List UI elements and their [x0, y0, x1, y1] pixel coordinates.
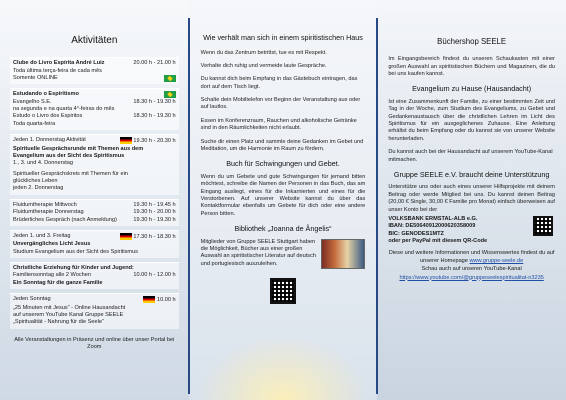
support-title: Gruppe SEELE e.V. braucht deine Unterstützung	[393, 169, 550, 179]
germany-flag-icon	[143, 296, 155, 303]
germany-flag-icon	[120, 137, 132, 144]
library-title: Bibliothek „Joanna de Ângelis“	[234, 224, 332, 233]
homepage-info: Diese und weitere Informationen und Wissenswertes findest du auf unserer Homepage	[388, 250, 555, 264]
homepage-link[interactable]: www.gruppe-seele.de	[469, 257, 524, 264]
paypal-note: oder per PayPal mit diesem QR-Code	[388, 238, 488, 245]
library-text: Mitglieder von Gruppe SEELE Stuttgart haben die Möglichkeit, Bücher aus einer großen Auswahl an spiritistischer Literatur auf deutsch und portugiesisch auszuleihen.	[200, 238, 317, 267]
conduct-rule: Wenn du das Zentrum betrittst, tue es mit Respekt.	[200, 49, 327, 56]
activities-title: Aktivitäten	[71, 35, 118, 46]
activities-column	[0, 0, 189, 400]
conduct-rule: Schalte dein Mobiltelefon vor Beginn der Veranstaltung aus oder auf lautlos.	[200, 97, 361, 111]
fold-divider	[376, 18, 378, 394]
prayer-book-title: Buch für Schwingungen und Gebet.	[226, 159, 340, 169]
bookshop-text: Im Eingangsbereich findest du unseren Schaukasten mit einer großen Auswahl an spiritistischen Büchern und Magazinen, die du bei uns kaufen kannst.	[388, 56, 555, 78]
conduct-rule: Verhalte dich ruhig und vermeide laute Gespräche.	[200, 62, 327, 69]
sunrise-decoration	[189, 330, 377, 400]
bank-name: VOLKSBANK ERMSTAL-ALB e.G.	[388, 215, 478, 222]
info-column	[377, 0, 566, 400]
activity-friday: Jeden 1. und 3. Freitag 17.30 h - 18.30 h Unvergängliches Licht Jesus Studium Evangelium aus der Sicht des Spiritismus	[10, 230, 179, 258]
iban: IBAN: DE50640912000620358009	[388, 223, 476, 230]
paypal-qr-code-icon[interactable]	[533, 216, 553, 236]
youtube-link[interactable]: https://www.youtube.com/@gruppeseelespiritualitat-n3235	[399, 274, 544, 281]
conduct-rule: Essen im Konferenzraum, Rauchen und alkoholische Getränke sind in den Räumlichkeiten nicht erlaubt.	[200, 117, 357, 132]
conduct-column	[189, 0, 378, 400]
qr-code-icon[interactable]	[270, 278, 296, 304]
bookshop-title: Büchershop SEELE	[437, 37, 507, 46]
conduct-rule: Du kannst dich beim Empfang in das Gästebuch eintragen, das dort auf dem Tisch liegt.	[200, 76, 358, 90]
prayer-book-text: Wenn du um Gebete und gute Schwingungen für jemand bitten möchtest, schreibe die Namen der Personen in das Buch, das am Eingang ausliegt, eines für die Inkarnierten und eines für die Verstorbenen. Auf unserer Website kannst du über das Kontaktformular ebenfalls um Gebete für dich oder eine andere Person bitten.	[200, 173, 366, 217]
youtube-info: Schau auch auf unseren YouTube-Kanal	[421, 266, 522, 273]
bic: BIC: GENODES1MTZ	[388, 230, 444, 237]
activity-sunday: Jeden Sonntag 10.00 h „25 Minuten mit Jesus“ - Online Hausandacht auf unserem YouTube Kanal Gruppe SEELE „Spiritualität - Nahrung für die Seele“	[10, 293, 179, 328]
activity-fluid-therapy: Fluidumtherapie Mittwoch 19.30 h - 19.45 h Fluidumtherapie Donnerstag 19.30 h - 20.00 h Brüderliches Gespräch (nach Anmeldung) 19.30 h - 19.30 h	[10, 199, 179, 226]
gospel-title: Evangelium zu Hause (Hausandacht)	[412, 84, 532, 94]
support-text: Unterstütze uns oder auch eines unserer Hilfsprojekte mit deinem Beitrag oder werde Mitglied bei uns. Du kannst deinen Beitrag (20,00 € Single, 30,00 € Familie pro Monat) einfach überweisen auf unser Konto bei der	[388, 184, 555, 213]
fold-divider	[188, 18, 190, 394]
activity-studying-spiritism: Estudando o Espiritismo Evangelho S.E. 18.30 h - 19.30 h na segunda e na quarta 4°-feiras do mês Estudo o Livro dos Espiritos 18.30 h - 19.30 h Toda quarta-feira	[10, 88, 179, 130]
gospel-text-2: Du kannst auch bei der Hausandacht auf unserem YouTube-Kanal mitmachen.	[388, 149, 553, 163]
activity-thursday: Jeden 1. Donnerstag Aktivität 19.30 h - 20.30 h Spirituelle Gesprächsrunde mit Themen aus dem Evangelium aus der Sicht des Spiritismus 1., 3. und 4. Donnerstag Spiritueller Gesprächskreis mit Themen für ein glückliches Leben jeden 2. Donnerstag	[10, 134, 179, 195]
gospel-text: Ist eine Zusammenkunft der Familie, zu einer bestimmten Zeit und Tag in der Woche, zum Studium des Evangeliums, zu Gebet und Gedankenaustausch über die christlichen Lehren im Licht des Spiritismus für ein ausgeglichenes Zuhause. Eine Anleitung erhältst du beim Empfang oder du kannst sie von unserer Website herunterladen.	[388, 98, 555, 142]
book-portrait-image	[321, 239, 365, 269]
activity-book-club: Clube do Livro Espírita André Luiz 20.00 h - 21.00 h Toda última terça-feira de cada mês Somente ONLINE	[10, 57, 179, 84]
activity-children: Christliche Erziehung für Kinder und Jugend: Familiensonntag alle 2 Wochen 10.00 h - 12.00 h Ein Sonntag für die ganze Familie	[10, 262, 179, 289]
activities-footer: Alle Veranstaltungen in Präsenz und online über unser Portal bei Zoom	[14, 336, 175, 351]
conduct-rule: Suche dir einen Platz und sammle deine Gedanken im Gebet und Meditation, um die Harmonie im Raum zu fördern.	[200, 138, 364, 152]
conduct-title: Wie verhält man sich in einem spiritistischen Haus	[203, 33, 363, 42]
brazil-flag-icon	[164, 75, 176, 82]
germany-flag-icon	[120, 233, 132, 240]
brazil-flag-icon	[164, 91, 176, 98]
